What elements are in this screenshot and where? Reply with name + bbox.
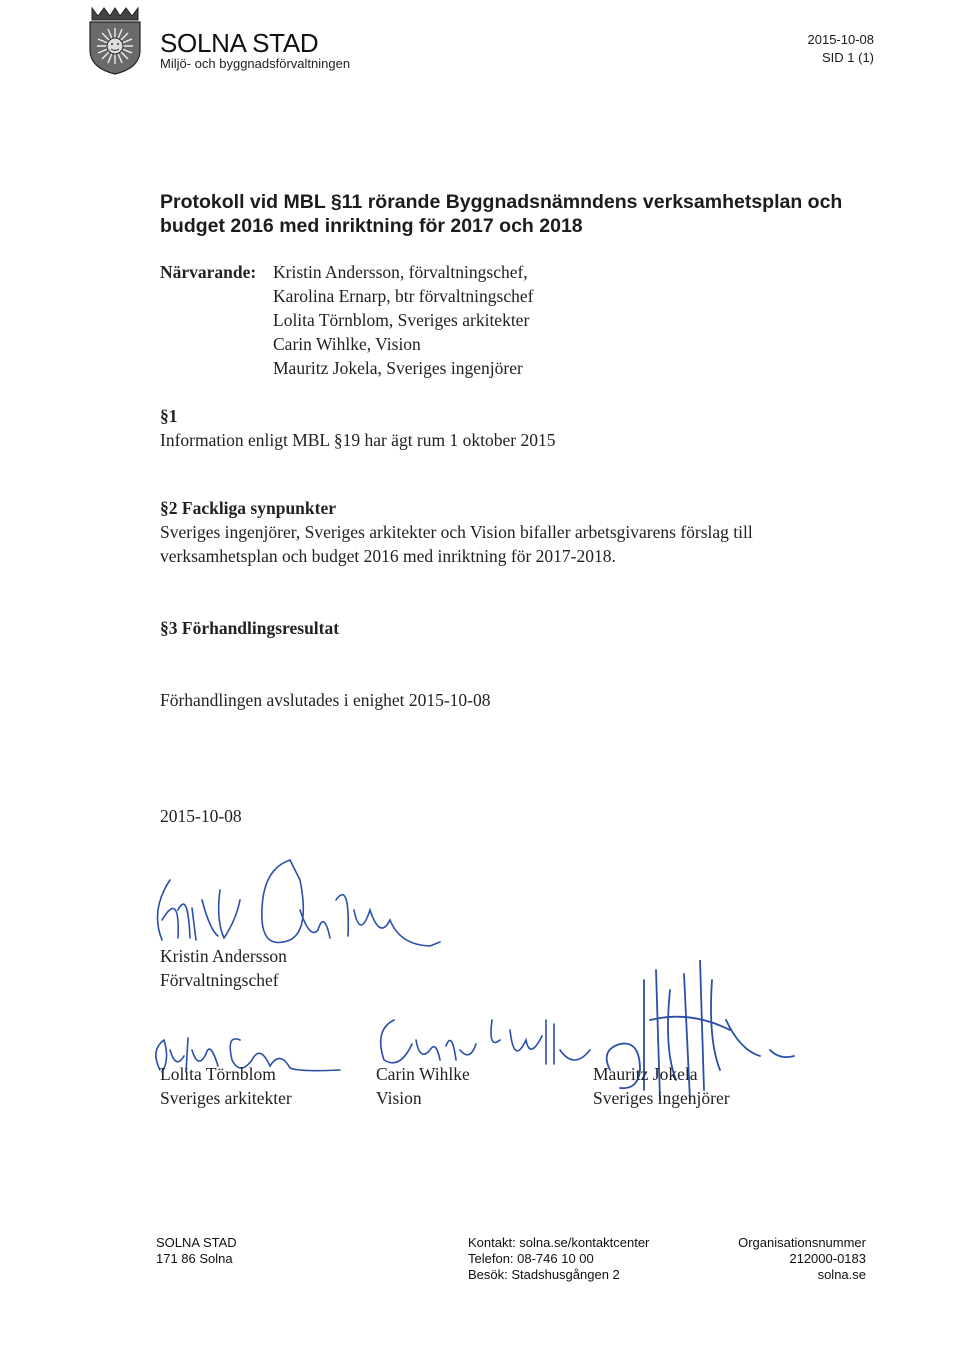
carin-name: Carin Wihlke — [376, 1064, 470, 1084]
department-name: Miljö- och byggnadsförvaltningen — [160, 56, 351, 71]
document-date: 2015-10-08 — [807, 32, 874, 47]
attendee-item: Mauritz Jokela, Sveriges ingenjörer — [273, 358, 523, 378]
footer-website: solna.se — [817, 1267, 866, 1282]
mauritz-role: Sveriges ingenjörer — [593, 1088, 730, 1108]
footer-org-name: SOLNA STAD — [156, 1235, 237, 1250]
lolita-role: Sveriges arkitekter — [160, 1088, 292, 1108]
carin-role: Vision — [376, 1088, 422, 1108]
section-1-text: Information enligt MBL §19 har ägt rum 1 oktober 2015 — [160, 430, 556, 450]
lolita-name: Lolita Törnblom — [160, 1064, 276, 1084]
kristin-name: Kristin Andersson — [160, 946, 287, 966]
footer-orgnr-label: Organisationsnummer — [738, 1235, 866, 1250]
footer-orgnr: 212000-0183 — [789, 1251, 866, 1266]
page-number: SID 1 (1) — [821, 50, 874, 65]
attendees-label: Närvarande: — [160, 262, 257, 282]
attendee-item: Karolina Ernarp, btr förvaltningschef — [273, 286, 534, 306]
org-name: SOLNA STAD — [160, 28, 319, 58]
attendees-list — [273, 260, 533, 380]
footer-visit-address: Besök: Stadshusgången 2 — [468, 1267, 620, 1282]
footer-phone: Telefon: 08-746 10 00 — [468, 1251, 594, 1266]
signature-date: 2015-10-08 — [160, 806, 242, 826]
section-1-heading: §1 — [160, 406, 178, 426]
section-2-heading: §2 Fackliga synpunkter — [160, 498, 336, 518]
kristin-role: Förvaltningschef — [160, 970, 279, 990]
section-3-heading: §3 Förhandlingsresultat — [160, 618, 340, 638]
attendee-item: Carin Wihlke, Vision — [273, 334, 421, 354]
footer-contact: Kontakt: solna.se/kontaktcenter — [468, 1235, 650, 1250]
section-2-text: Sveriges ingenjörer, Sveriges arkitekter och Vision bifaller arbetsgivarens förslag till verksamhetsplan och budget 2016 med inriktning för 2017-2018. — [160, 522, 753, 566]
attendee-item: Kristin Andersson, förvaltningschef, — [273, 262, 528, 282]
footer-address: 171 86 Solna — [156, 1251, 233, 1266]
solna-coat-of-arms-icon — [84, 6, 146, 76]
section-3-text: Förhandlingen avslutades i enighet 2015-10-08 — [160, 690, 491, 710]
mauritz-name: Mauritz Jokela — [593, 1064, 698, 1084]
attendee-item: Lolita Törnblom, Sveriges arkitekter — [273, 310, 530, 330]
document-title: Protokoll vid MBL §11 rörande Byggnadsnämndens verksamhetsplan och budget 2016 med inriktning för 2017 och 2018 — [160, 191, 843, 237]
